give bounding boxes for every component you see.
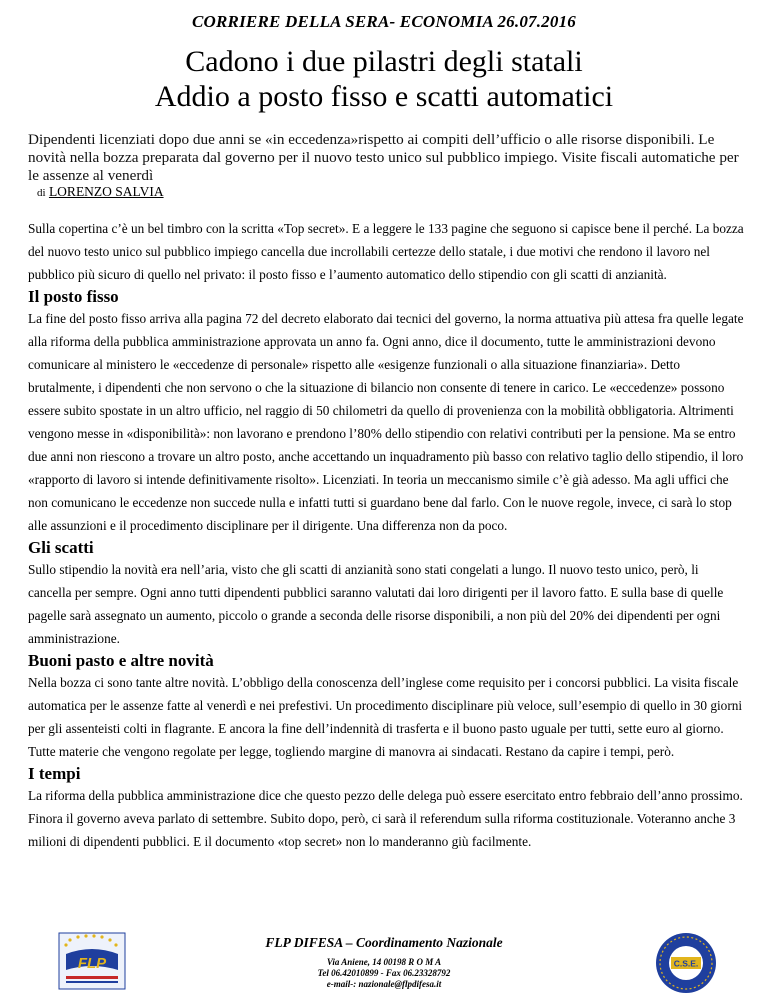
section-heading-tempi: I tempi [28,764,81,783]
article-body [28,217,744,853]
footer-email[interactable]: e-mail-: nazionale@flpdifesa.it [326,979,442,989]
headline-line-1: Cadono i due pilastri degli statali [185,45,583,78]
headline-line-2: Addio a posto fisso e scatti automatici [154,80,614,113]
section-text-buoni-pasto: Nella bozza ci sono tante altre novità. L’obbligo della conoscenza dell’inglese come requisito per i concorsi pubblici. La visita fiscale automatica per le assenze fatte al venerdì e nei prefestivi. Un procedimento disciplinare più veloce, sull’esempio di quello in 30 giorni per gli assenteisti colti in flagrante. E ancora la fine dell’indennità di trasferta e il buono pasto uguale per tutti, sette euro al giorno. Tutte materie che vengono regolate per legge, togliendo margine di manovra ai sindacati. Restano da capire i tempi, però. [28,675,743,759]
svg-text:C.S.E.: C.S.E. [673,958,699,969]
footer [0,928,768,994]
byline [37,184,164,200]
author-link[interactable]: LORENZO SALVIA [48,184,164,199]
section-text-tempi: La riforma della pubblica amministrazione dice che questo pezzo delle delega può essere esercitato entro febbraio dell’anno prossimo. Finora il governo aveva parlato di settembre. Subito dopo, però, ci sarà il referendum sulla riforma costituzionale. Voteranno anche 3 milioni di dipendenti pubblici. E il documento «top secret» non lo manderanno giù facilmente. [28,788,743,849]
footer-title: FLP DIFESA – Coordinamento Nazionale [265,935,503,950]
headline [0,44,768,114]
intro-paragraph: Sulla copertina c’è un bel timbro con la scritta «Top secret». E a leggere le 133 pagine che seguono si capisce bene il perché. La bozza del nuovo testo unico sul pubblico impiego cancella due incrollabili certezze dello statale, i due motivi che rendono il lavoro nel pubblico più sicuro di quello nel privato: il posto fisso e l’aumento automatico dello stipendio con gli scatti di anzianità. [28,221,744,282]
section-text-posto-fisso: La fine del posto fisso arriva alla pagina 72 del decreto elaborato dai tecnici del governo, la norma attuativa più attesa fra quelle legate alla riforma della pubblica amministrazione approvata un anno fa. Ogni anno, dice il documento, tutte le amministrazioni devono comunicare al ministero le «eccedenze di personale» rispetto alle «esigenze funzionali o alla situazione finanziaria». Detto brutalmente, i dipendenti che non servono o che la situazione di bilancio non consente di tenere in carico. Le «eccedenze» possono essere subito spostate in un altro ufficio, nel raggio di 50 chilometri da quello di provenienza con la mobilità obbligatoria. Altrimenti vengono messe in «disponibilità»: non lavorano e prendono l’80% dello stipendio con relativi contributi per la pensione. Ma se entro due anni non riescono a trovare un altro posto, anche accettando un inquadramento più basso con relativo taglio dello stipendio, il loro «rapporto di lavoro si intende definitivamente risolto». Licenziati. In teoria un meccanismo simile c’è già adesso. Ma agli uffici che non comunicano le eccedenze non succede nulla e infatti tutti si guardano bene dal farlo. Con le nuove regole, invece, ci sarà lo stop alle assunzioni e il procedimento disciplinare per il dirigente. Una differenza non da poco. [28,311,744,533]
section-text-scatti: Sullo stipendio la novità era nell’aria, visto che gli scatti di anzianità sono stati congelati a lungo. Il nuovo testo unico, però, li cancella per sempre. Ogni anno tutti dipendenti pubblici saranno valutati dai loro dirigenti per il lavoro fatto. E sulla base di quelle pagelle sarà assegnato un aumento, piccolo o grande a seconda delle risorse disponibili, a non più del 20% dei dipendenti per ogni amministrazione. [28,562,724,646]
section-heading-posto-fisso: Il posto fisso [28,287,119,306]
lead-paragraph: Dipendenti licenziati dopo due anni se «in eccedenza»rispetto ai compiti dell’ufficio o alle risorse disponibili. Le novità nella bozza preparata dal governo per il nuovo testo unico sul pubblico impiego. Visite fiscali automatiche per le assenze al venerdì [28,131,739,184]
byline-prefix: di [37,187,46,199]
section-heading-scatti: Gli scatti [28,538,94,557]
svg-text:FLP: FLP [77,955,107,972]
cse-seal-icon [655,932,717,994]
section-heading-buoni-pasto: Buoni pasto e altre novità [28,651,214,670]
footer-phone: Tel 06.42010899 - Fax 06.23328792 [317,968,451,978]
masthead: CORRIERE DELLA SERA- ECONOMIA 26.07.2016 [192,12,576,31]
footer-address: Via Aniene, 14 00198 R O M A [326,957,442,967]
